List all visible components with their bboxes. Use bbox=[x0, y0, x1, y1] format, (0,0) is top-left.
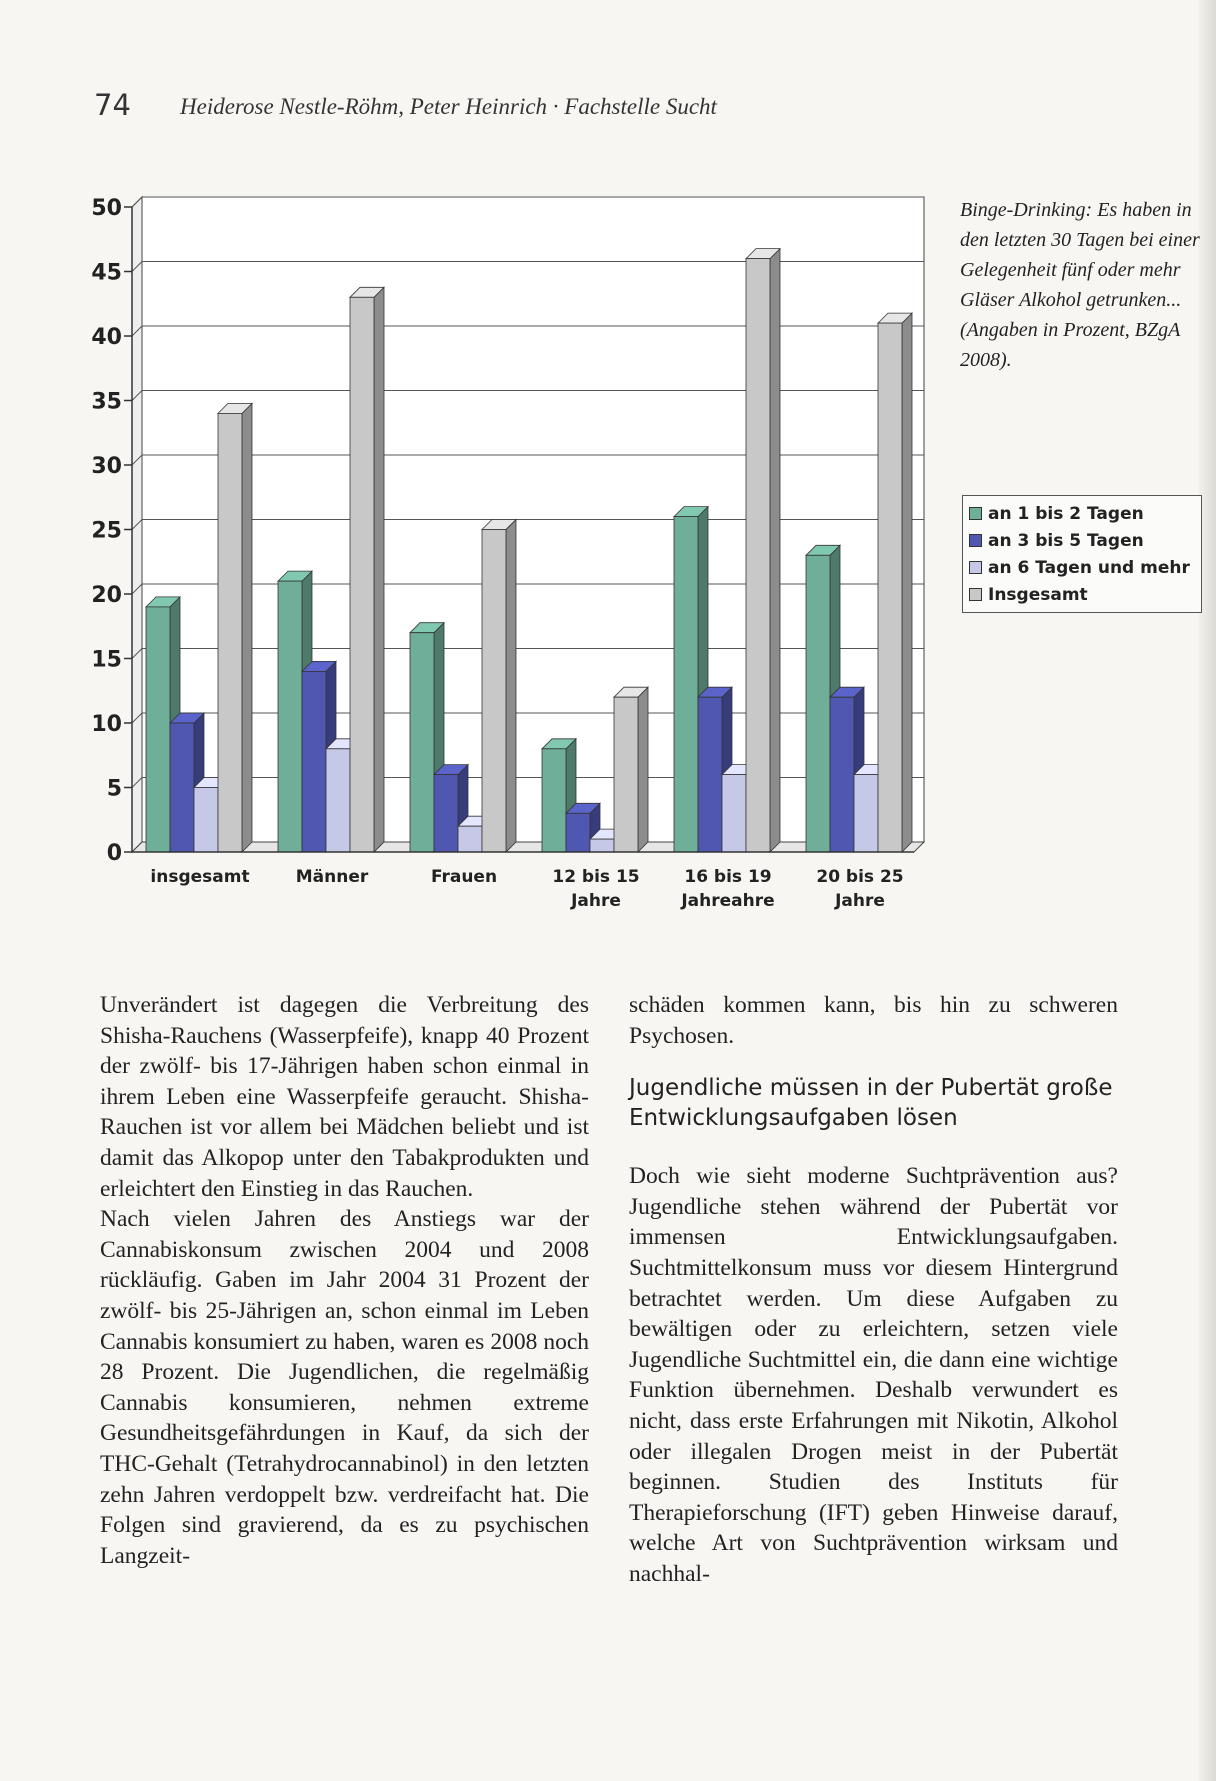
legend-swatch bbox=[969, 588, 982, 601]
bar-side bbox=[506, 520, 516, 853]
bar bbox=[278, 581, 302, 852]
x-category-label: Frauen bbox=[430, 867, 498, 887]
bar bbox=[590, 839, 614, 852]
bar bbox=[218, 413, 242, 852]
bar bbox=[746, 259, 770, 852]
bar bbox=[722, 775, 746, 852]
bar bbox=[410, 633, 434, 852]
legend-swatch bbox=[969, 561, 982, 574]
x-category-label: 20 bis 25 bbox=[816, 867, 904, 887]
x-category-label: Jahre bbox=[571, 891, 621, 911]
legend-label: an 1 bis 2 Tagen bbox=[988, 503, 1144, 524]
legend-label: an 3 bis 5 Tagen bbox=[988, 530, 1144, 551]
bar bbox=[566, 813, 590, 852]
legend-item bbox=[969, 527, 1195, 554]
page-number: 74 bbox=[94, 88, 131, 122]
bar bbox=[482, 530, 506, 853]
y-tick-label: 10 bbox=[91, 712, 122, 737]
bar bbox=[434, 775, 458, 852]
body-paragraph: Unverändert ist dagegen die Verbreitung des Shisha-Rauchens (Wasserpfeife), knapp 40 Prozent der zwölf- bis 17-Jährigen haben schon einmal in ihrem Leben eine Wasserpfeife geraucht. Shisha-Rauchen ist vor allem bei Mädchen beliebt und ist damit das Alkopop unter den Tabakprodukten und erleichtert den Einstieg in das Rauchen. bbox=[100, 992, 589, 1202]
page-header bbox=[94, 88, 1116, 128]
legend-swatch bbox=[969, 507, 982, 520]
x-category-label: Männer bbox=[295, 867, 369, 887]
y-tick-label: 45 bbox=[91, 260, 122, 286]
x-category-label: Jahreahre bbox=[681, 891, 775, 911]
bar bbox=[854, 775, 878, 852]
x-category-label: 12 bis 15 bbox=[552, 867, 640, 887]
bar-side bbox=[770, 249, 780, 852]
x-category-label: 16 bis 19 bbox=[684, 867, 772, 887]
bar bbox=[170, 723, 194, 852]
legend-label: an 6 Tagen und mehr bbox=[988, 557, 1190, 578]
bar-side bbox=[242, 403, 252, 852]
body-paragraph: schäden kommen kann, bis hin zu schweren Psychosen. bbox=[629, 992, 1118, 1049]
text-column-left bbox=[100, 990, 589, 1571]
bar bbox=[806, 555, 830, 852]
bar bbox=[350, 297, 374, 852]
legend-item bbox=[969, 554, 1195, 581]
y-tick-label: 0 bbox=[106, 841, 122, 866]
chart-legend bbox=[962, 495, 1202, 613]
bar bbox=[146, 607, 170, 852]
bar bbox=[194, 788, 218, 853]
bar-side bbox=[902, 313, 912, 852]
y-tick-label: 5 bbox=[106, 776, 122, 802]
bar bbox=[830, 697, 854, 852]
bar-side bbox=[638, 687, 648, 852]
bar bbox=[698, 697, 722, 852]
y-tick-label: 30 bbox=[91, 454, 122, 479]
y-tick-label: 50 bbox=[91, 196, 122, 221]
legend-item bbox=[969, 500, 1195, 527]
y-tick-label: 15 bbox=[91, 647, 122, 673]
x-category-label: insgesamt bbox=[150, 867, 250, 887]
bar bbox=[542, 749, 566, 852]
y-tick-label: 40 bbox=[91, 325, 122, 350]
body-paragraph: Doch wie sieht moderne Suchtprävention aus? Jugendliche stehen während der Pubertät vor immensen Entwicklungsaufgaben. Suchtmittelkonsum muss vor diesem Hintergrund betrachtet werden. Um diese Aufgaben zu bewältigen oder zu erleichtern, setzen viele Jugendliche Suchtmittel ein, die dann eine wichtige Funktion übernehmen. Deshalb verwundert es nicht, dass erste Erfahrungen mit Nikotin, Alkohol oder illegalen Drogen meist in der Pubertät beginnen. Studien des Instituts für Therapieforschung (IFT) geben Hinweise darauf, welche Art von Suchtprävention wirksam und nachhal- bbox=[629, 1163, 1118, 1587]
y-tick-label: 20 bbox=[91, 583, 122, 608]
bar bbox=[878, 323, 902, 852]
x-category-label: Jahre bbox=[835, 891, 885, 911]
body-paragraph: Nach vielen Jahren des Anstiegs war der Cannabiskonsum zwischen 2004 und 2008 rückläufig. Gaben im Jahr 2004 31 Prozent der zwölf- bis 25-Jährigen an, schon einmal im Leben Cannabis konsumiert zu haben, waren es 2008 noch 28 Prozent. Die Jugendlichen, die regelmäßig Cannabis konsumieren, nehmen extreme Gesundheitsgefährdungen in Kauf, da sich der THC-Gehalt (Tetrahydrocannabinol) in den letzten zehn Jahren verdoppelt bzw. verdreifacht hat. Die Folgen sind gravierend, da es zu psychischen Langzeit- bbox=[100, 1206, 589, 1569]
bar bbox=[326, 749, 350, 852]
legend-item bbox=[969, 581, 1195, 608]
bar-side bbox=[374, 287, 384, 852]
binge-drinking-chart bbox=[90, 195, 956, 935]
figure-caption: Binge-Drinking: Es haben in den letzten 30 Tagen bei einer Gelegenheit fünf oder mehr Gläser Alkohol getrunken... (Angaben in Prozent, BZgA 2008). bbox=[960, 199, 1200, 371]
text-column-right bbox=[629, 990, 1118, 1590]
bar bbox=[674, 517, 698, 852]
y-tick-label: 35 bbox=[91, 389, 122, 415]
y-tick-label: 25 bbox=[91, 518, 122, 544]
bar bbox=[458, 826, 482, 852]
section-subheading: Jugendliche müssen in der Pubertät große Entwicklungsaufgaben lösen bbox=[629, 1075, 1113, 1132]
running-title: Heiderose Nestle-Röhm, Peter Heinrich · Fachstelle Sucht bbox=[180, 94, 717, 119]
bar bbox=[302, 671, 326, 852]
legend-label: Insgesamt bbox=[988, 584, 1088, 605]
legend-swatch bbox=[969, 534, 982, 547]
bar bbox=[614, 697, 638, 852]
